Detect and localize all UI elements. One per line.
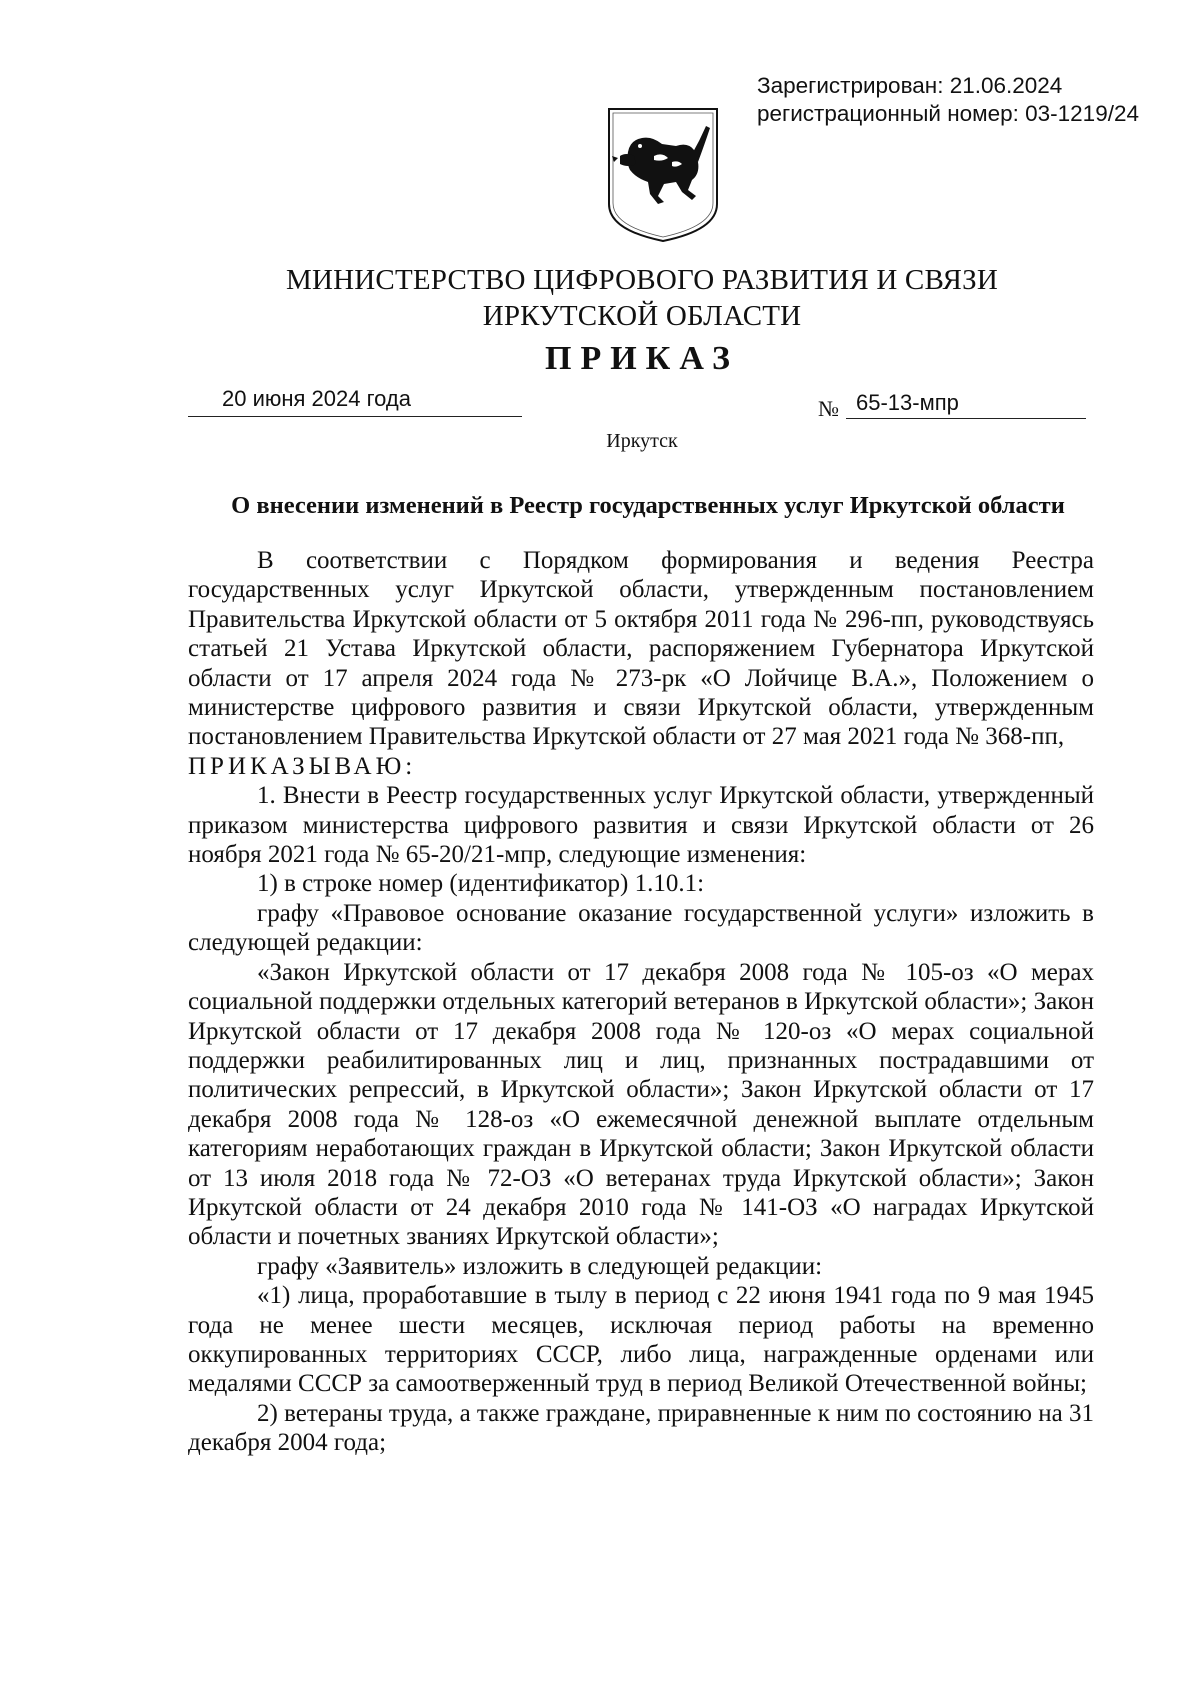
irkutsk-coat-of-arms-icon	[606, 106, 720, 244]
ministry-name	[0, 262, 1200, 334]
order-number-field	[846, 392, 1086, 419]
applicant-item-1-paragraph: «1) лица, проработавшие в тылу в период с 22 июня 1941 года по 9 мая 1945 года не менее шести месяцев, исключая период работы на временно оккупированных территориях СССР, либо лица, награжденные орденами или медалями СССР за самоотверженный труд в период Великой Отечественной войны;	[188, 1282, 1094, 1398]
number-sign: №	[818, 396, 839, 421]
order-number: 65-13-мпр	[856, 390, 959, 415]
registration-stamp	[757, 72, 1139, 128]
applicant-column-paragraph: графу «Заявитель» изложить в следующей редакции:	[257, 1252, 823, 1280]
order-subject: О внесении изменений в Реестр государственных услуг Иркутской области	[231, 492, 1065, 519]
subitem-1-paragraph: 1) в строке номер (идентификатор) 1.10.1:	[257, 870, 705, 898]
ministry-name-line1: МИНИСТЕРСТВО ЦИФРОВОГО РАЗВИТИЯ И СВЯЗИ	[286, 264, 998, 296]
registration-number: регистрационный номер: 03-1219/24	[757, 101, 1139, 126]
ministry-name-line2: ИРКУТСКОЙ ОБЛАСТИ	[482, 300, 802, 332]
coat-of-arms-emblem	[606, 106, 720, 244]
order-date-field	[188, 388, 522, 417]
preamble-paragraph: В соответствии с Порядком формирования и ведения Реестра государственных услуг Иркутской области, утвержденным постановлением Правительства Иркутской области от 5 октября 2011 года № 296-пп, руководствуясь статьей 21 Устава Иркутской области, распоряжением Губернатора Иркутской области от 17 апреля 2024 года № 273-рк «О Лойчице В.А.», Положением о министерстве цифрового развития и связи Иркутской области, утвержденным постановлением Правительства Иркутской области от 27 мая 2021 года № 368-пп,	[188, 547, 1094, 751]
order-date: 20 июня 2024 года	[222, 386, 411, 411]
order-word: ПРИКАЗЫВАЮ:	[188, 752, 417, 780]
city: Иркутск	[606, 430, 678, 452]
document-type-title: ПРИКАЗ	[545, 340, 739, 377]
registration-date: Зарегистрирован: 21.06.2024	[757, 73, 1063, 98]
document-body	[188, 546, 1094, 1458]
legal-basis-text-paragraph: «Закон Иркутской области от 17 декабря 2008 года № 105-оз «О мерах социальной поддержки отдельных категорий ветеранов в Иркутской области»; Закон Иркутской области от 17 декабря 2008 года № 120-оз «О мерах социальной поддержки реабилитированных лиц и лиц, признанных пострадавшими от политических репрессий, в Иркутской области»; Закон Иркутской области от 17 декабря 2008 года № 128-оз «О ежемесячной денежной выплате отдельным категориям неработающих граждан в Иркутской области; Закон Иркутской области от 13 июля 2018 года № 72-ОЗ «О ветеранах труда Иркутской области»; Закон Иркутской области от 24 декабря 2010 года № 141-ОЗ «О наградах Иркутской области и почетных званиях Иркутской области»;	[188, 958, 1094, 1251]
applicant-item-2-paragraph: 2) ветераны труда, а также граждане, приравненные к ним по состоянию на 31 декабря 2004 года;	[188, 1399, 1094, 1457]
item-1-paragraph: 1. Внести в Реестр государственных услуг Иркутской области, утвержденный приказом министерства цифрового развития и связи Иркутской области от 26 ноября 2021 года № 65-20/21-мпр, следующие изменения:	[188, 782, 1094, 869]
legal-basis-column-paragraph: графу «Правовое основание оказание государственной услуги» изложить в следующей редакции:	[188, 899, 1094, 957]
